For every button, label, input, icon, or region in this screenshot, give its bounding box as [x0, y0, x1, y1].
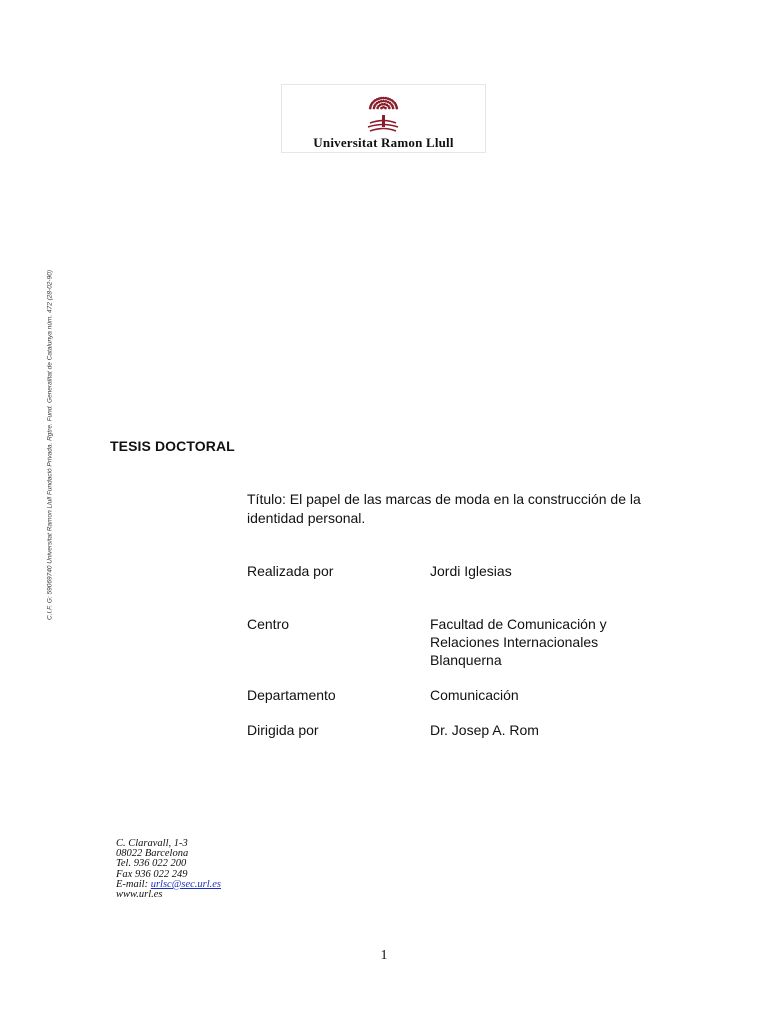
field-label: Dirigida por — [247, 722, 319, 738]
field-label: Centro — [247, 616, 290, 632]
address-web: www.url.es — [116, 889, 163, 901]
document-type-heading: TESIS DOCTORAL — [110, 438, 235, 454]
university-name: Universitat Ramon Llull — [313, 135, 454, 150]
address-fax: Fax 936 022 249 — [116, 868, 188, 880]
tree-emblem-icon — [282, 85, 485, 135]
address-city: 08022 Barcelona — [116, 848, 189, 860]
field-value: Facultad de Comunicación y Relaciones Internacionales Blanquerna — [430, 616, 607, 668]
contact-address — [116, 839, 221, 900]
email-link[interactable]: urlsc@sec.url.es — [150, 878, 222, 890]
university-logo — [281, 84, 486, 153]
field-value: Comunicación — [430, 687, 519, 703]
field-value: Dr. Josep A. Rom — [430, 722, 539, 738]
email-label: E-mail: — [116, 878, 151, 890]
address-street: C. Claravall, 1-3 — [116, 838, 188, 849]
address-tel: Tel. 936 022 200 — [116, 858, 187, 870]
thesis-title: Título: El papel de las marcas de moda en la construcción de la identidad personal. — [247, 491, 641, 526]
page-number: 1 — [380, 948, 388, 963]
field-label: Departamento — [247, 687, 336, 703]
field-label: Realizada por — [247, 563, 334, 579]
field-value: Jordi Iglesias — [430, 563, 512, 579]
legal-registration-note: C.I.F. G: 59069740 Universitat Ramon Llull Fundació Privada. Rgtre. Fund. Generalitat de Catalunya núm. 472 (28-02-90) — [46, 270, 54, 620]
